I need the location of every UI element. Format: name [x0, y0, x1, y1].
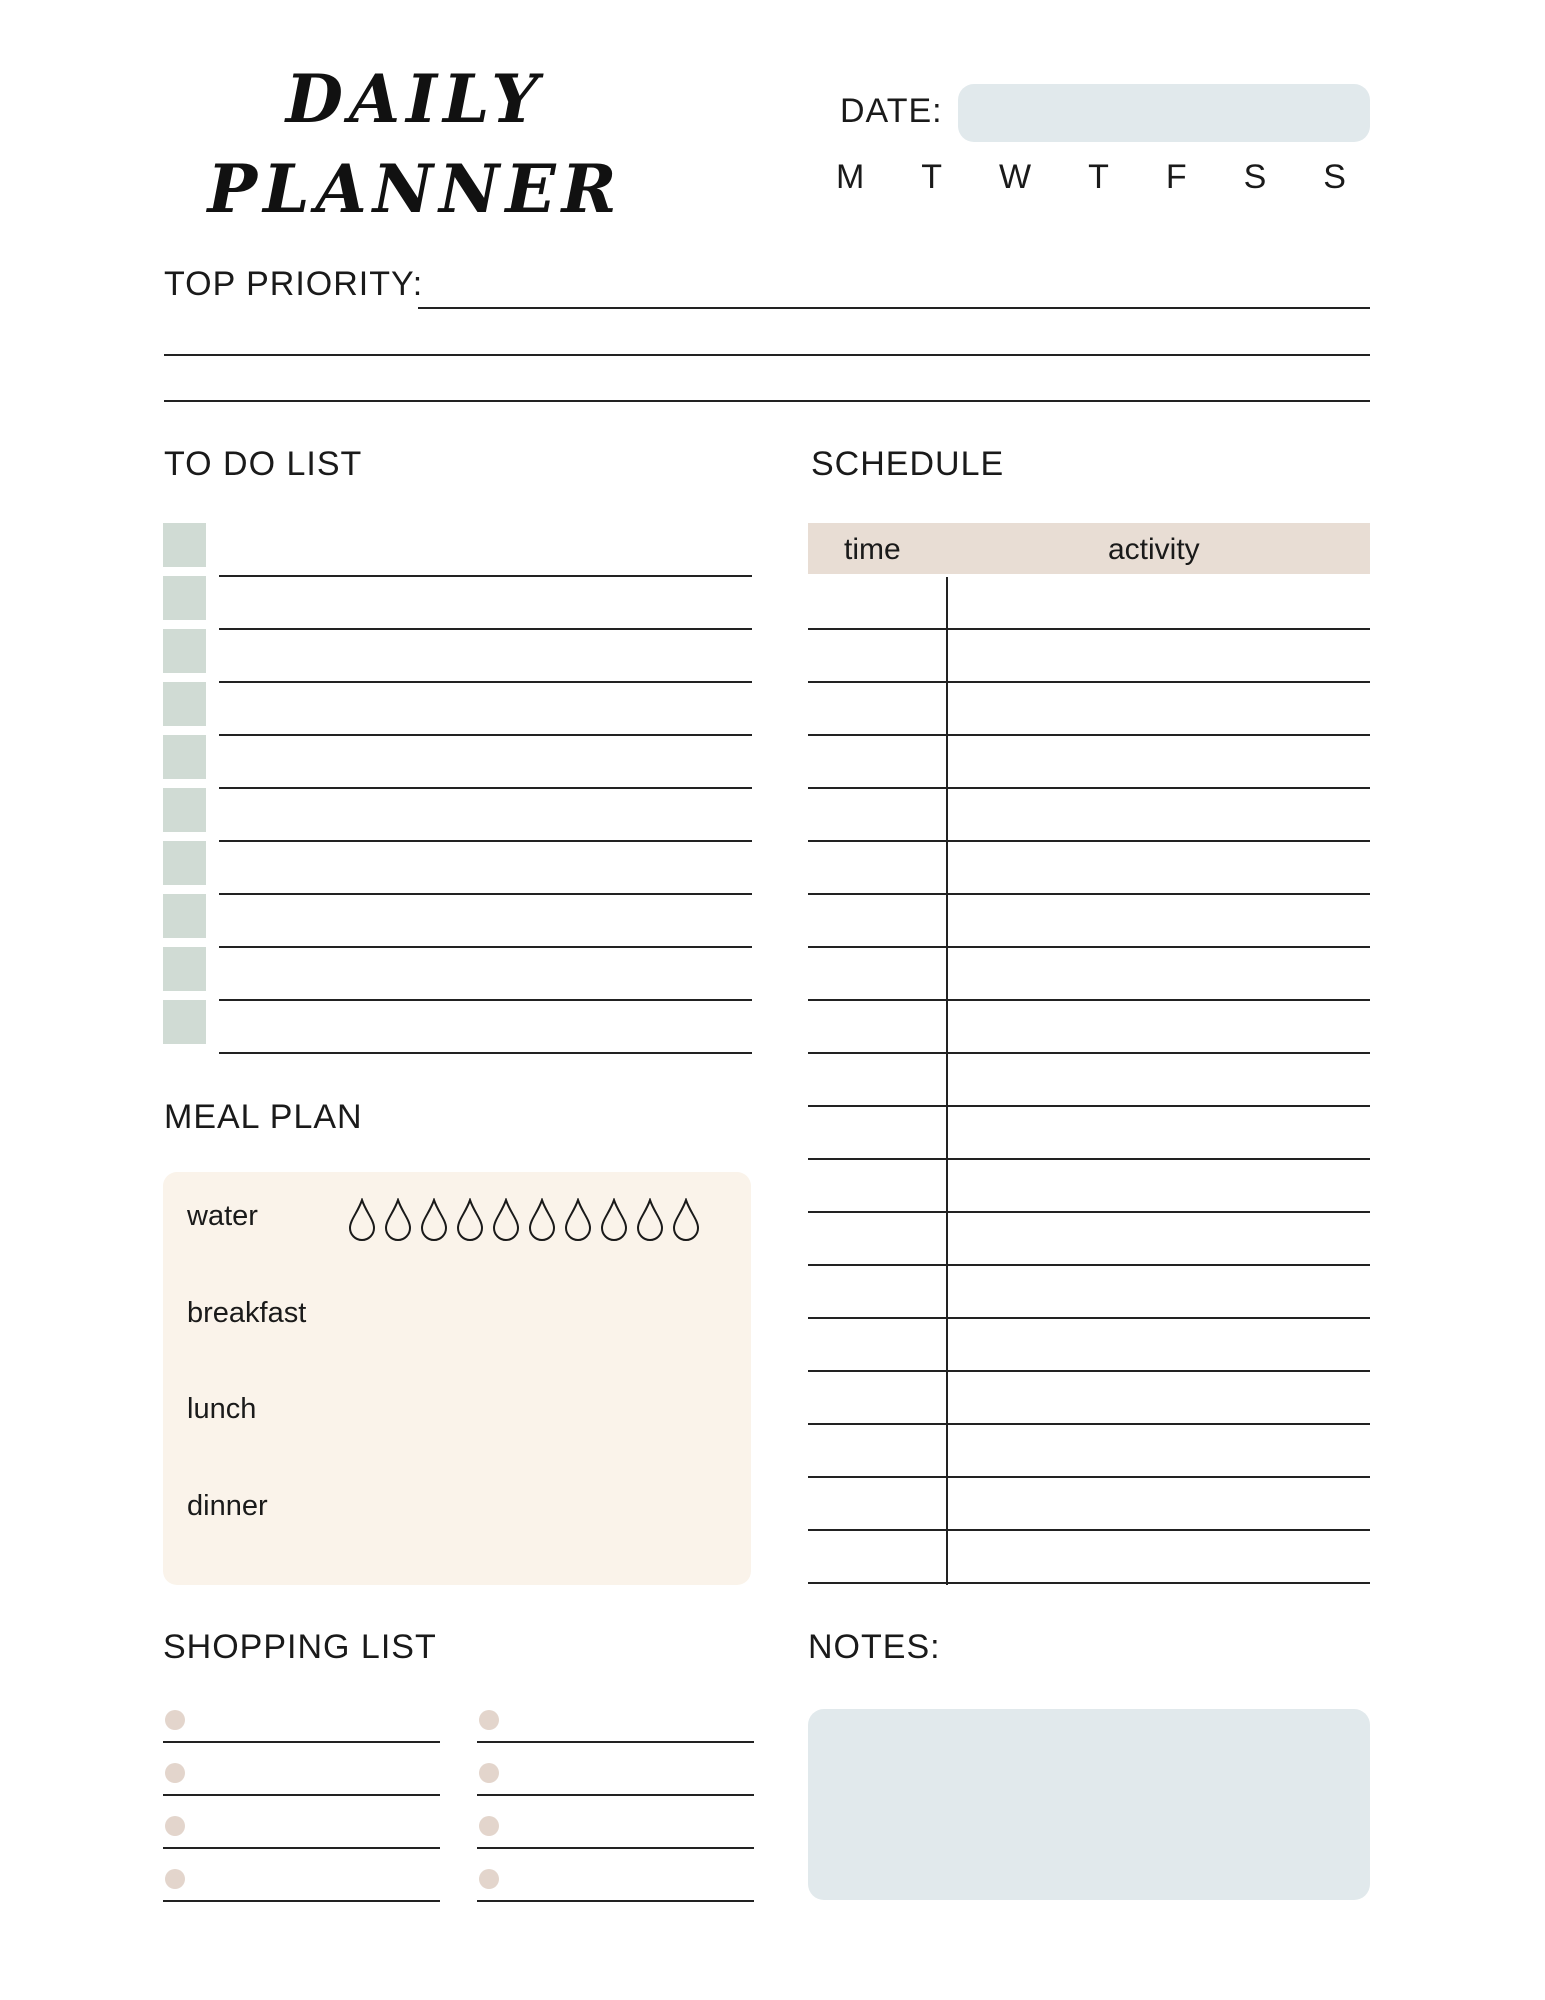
water-drop-icon[interactable] — [600, 1198, 628, 1242]
todo-line[interactable] — [219, 734, 752, 736]
schedule-column-divider — [946, 577, 948, 1585]
schedule-row-line[interactable] — [808, 1264, 1370, 1266]
day-friday[interactable]: F — [1165, 158, 1187, 196]
todo-checkbox[interactable] — [163, 576, 206, 620]
todo-checkbox[interactable] — [163, 894, 206, 938]
schedule-row-line[interactable] — [808, 840, 1370, 842]
shopping-bullet — [479, 1869, 499, 1889]
shopping-bullet — [479, 1816, 499, 1836]
todo-line[interactable] — [219, 946, 752, 948]
day-sunday[interactable]: S — [1323, 158, 1346, 196]
lunch-label: lunch — [187, 1393, 257, 1425]
shopping-item-line[interactable] — [163, 1741, 440, 1743]
schedule-header — [808, 523, 1370, 574]
todo-checkbox[interactable] — [163, 788, 206, 832]
notes-box[interactable] — [808, 1709, 1370, 1900]
date-label: DATE: — [840, 92, 943, 130]
schedule-row-line[interactable] — [808, 628, 1370, 630]
shopping-item-line[interactable] — [477, 1900, 754, 1902]
todo-line[interactable] — [219, 628, 752, 630]
page-title-line1: DAILY — [285, 60, 545, 138]
todo-checkbox[interactable] — [163, 682, 206, 726]
shopping-item-line[interactable] — [163, 1847, 440, 1849]
water-drop-icon[interactable] — [384, 1198, 412, 1242]
shopping-bullet — [165, 1763, 185, 1783]
schedule-row-line[interactable] — [808, 1582, 1370, 1584]
todo-title: TO DO LIST — [164, 445, 363, 483]
shopping-item-line[interactable] — [163, 1900, 440, 1902]
schedule-row-line[interactable] — [808, 734, 1370, 736]
water-tracker — [348, 1198, 700, 1242]
dinner-label: dinner — [187, 1490, 268, 1522]
todo-checkbox[interactable] — [163, 841, 206, 885]
date-field[interactable] — [958, 84, 1370, 142]
schedule-row-line[interactable] — [808, 1423, 1370, 1425]
todo-line[interactable] — [219, 893, 752, 895]
todo-line[interactable] — [219, 575, 752, 577]
schedule-row-line[interactable] — [808, 1105, 1370, 1107]
shopping-bullet — [479, 1763, 499, 1783]
schedule-row-line[interactable] — [808, 1476, 1370, 1478]
water-drop-icon[interactable] — [564, 1198, 592, 1242]
schedule-row-line[interactable] — [808, 999, 1370, 1001]
top-priority-line-3[interactable] — [164, 400, 1370, 402]
schedule-row-line[interactable] — [808, 893, 1370, 895]
water-drop-icon[interactable] — [456, 1198, 484, 1242]
day-thursday[interactable]: T — [1088, 158, 1109, 196]
top-priority-label: TOP PRIORITY: — [164, 265, 424, 303]
shopping-bullet — [165, 1816, 185, 1836]
water-drop-icon[interactable] — [636, 1198, 664, 1242]
breakfast-label: breakfast — [187, 1297, 307, 1329]
schedule-row-line[interactable] — [808, 681, 1370, 683]
shopping-item-line[interactable] — [477, 1847, 754, 1849]
shopping-item-line[interactable] — [477, 1794, 754, 1796]
meal-plan-title: MEAL PLAN — [164, 1098, 363, 1136]
water-label: water — [187, 1200, 258, 1232]
todo-checkbox[interactable] — [163, 629, 206, 673]
notes-title: NOTES: — [808, 1628, 941, 1666]
shopping-bullet — [165, 1869, 185, 1889]
schedule-row-line[interactable] — [808, 1529, 1370, 1531]
day-tuesday[interactable]: T — [921, 158, 943, 196]
shopping-list-title: SHOPPING LIST — [163, 1628, 437, 1666]
schedule-row-line[interactable] — [808, 946, 1370, 948]
day-monday[interactable]: M — [836, 158, 865, 196]
schedule-activity-header: activity — [1108, 533, 1200, 566]
top-priority-line-2[interactable] — [164, 354, 1370, 356]
day-wednesday[interactable]: W — [999, 158, 1032, 196]
schedule-row-line[interactable] — [808, 1370, 1370, 1372]
schedule-title: SCHEDULE — [811, 445, 1005, 483]
water-drop-icon[interactable] — [528, 1198, 556, 1242]
schedule-row-line[interactable] — [808, 1317, 1370, 1319]
schedule-row-line[interactable] — [808, 1158, 1370, 1160]
day-saturday[interactable]: S — [1243, 158, 1267, 196]
todo-checkbox[interactable] — [163, 523, 206, 567]
schedule-time-header: time — [844, 533, 901, 566]
schedule-row-line[interactable] — [808, 1211, 1370, 1213]
shopping-bullet — [165, 1710, 185, 1730]
page-title-line2: PLANNER — [207, 150, 623, 228]
water-drop-icon[interactable] — [672, 1198, 700, 1242]
todo-checkbox[interactable] — [163, 735, 206, 779]
todo-line[interactable] — [219, 840, 752, 842]
shopping-item-line[interactable] — [477, 1741, 754, 1743]
todo-line[interactable] — [219, 681, 752, 683]
meal-plan-box — [163, 1172, 751, 1585]
todo-line[interactable] — [219, 1052, 752, 1054]
weekday-selector — [836, 158, 1346, 197]
schedule-row-line[interactable] — [808, 787, 1370, 789]
water-drop-icon[interactable] — [348, 1198, 376, 1242]
schedule-row-line[interactable] — [808, 1052, 1370, 1054]
top-priority-line-1[interactable] — [418, 307, 1370, 309]
todo-checkbox[interactable] — [163, 1000, 206, 1044]
todo-line[interactable] — [219, 787, 752, 789]
water-drop-icon[interactable] — [492, 1198, 520, 1242]
todo-line[interactable] — [219, 999, 752, 1001]
water-drop-icon[interactable] — [420, 1198, 448, 1242]
todo-checkbox[interactable] — [163, 947, 206, 991]
shopping-bullet — [479, 1710, 499, 1730]
shopping-item-line[interactable] — [163, 1794, 440, 1796]
